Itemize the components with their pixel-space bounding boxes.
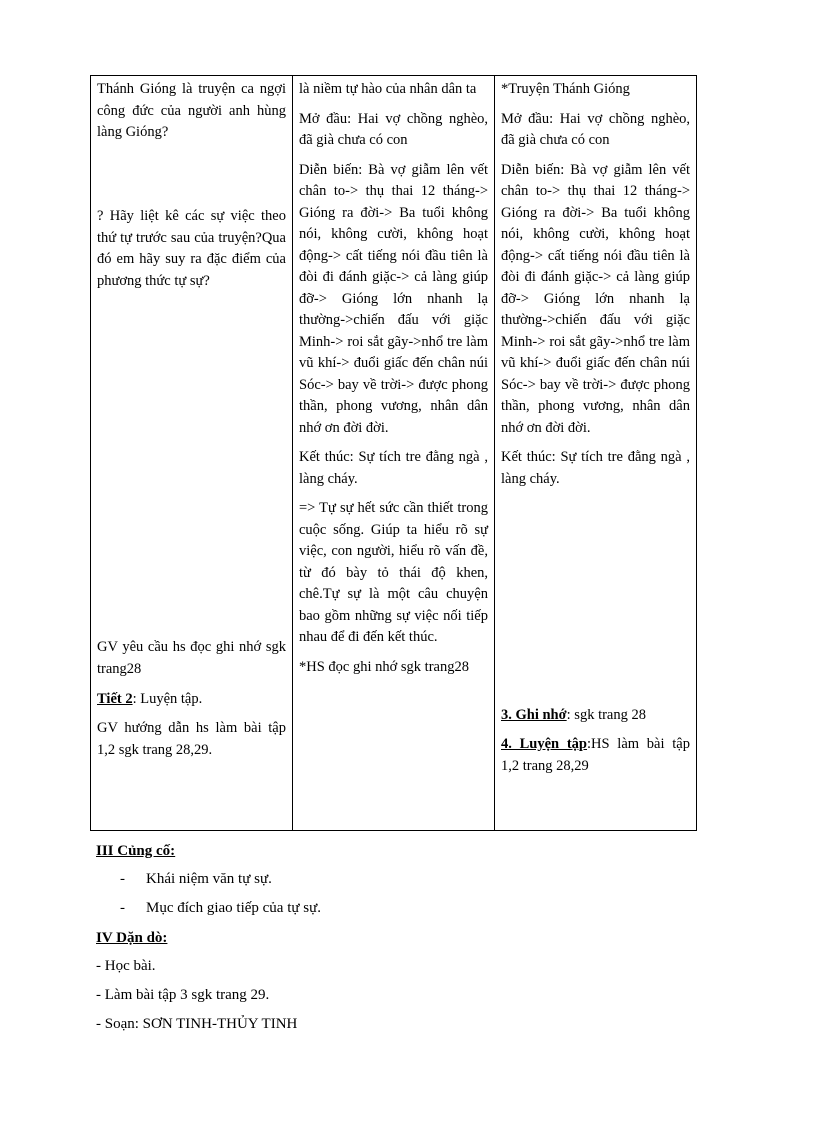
tiet-2 <box>97 689 286 711</box>
dan-do-item-2: - Làm bài tập 3 sgk trang 29. <box>96 987 270 1003</box>
luyen-tap-label: 4. Luyện tập <box>501 736 587 752</box>
cung-co-heading: III Củng cố: <box>96 843 176 859</box>
ghi-nho <box>501 705 690 727</box>
ghi-nho-label: 3. Ghi nhớ <box>501 707 567 723</box>
bullet-dash: - <box>120 900 125 916</box>
col3-dien-bien: Diễn biến: Bà vợ giẫm lên vết chân to-> thụ thai 12 tháng-> Gióng ra đời-> Ba tuổi không nói, không cười, không hoạt động-> cất tiếng nói đầu tiên là đòi đi đánh giặc-> cả làng giúp đỡ-> Gióng lớn nhanh lạ thường->chiến đấu với giặc Minh-> roi sắt gãy->nhổ tre làm vũ khí-> đuổi giấc đến chân núi Sóc-> bay về trời-> được phong thần, phong vương, nhân dân nhớ ơn đời đời. <box>501 161 690 436</box>
luyen-tap-text: :HS làm bài tập 1,2 trang 28,29 <box>501 736 690 774</box>
table-row <box>91 76 697 831</box>
col3-ket-thuc: Kết thúc: Sự tích tre đằng ngà , làng cháy. <box>501 449 690 487</box>
col2-ket-thuc: Kết thúc: Sự tích tre đằng ngà , làng cháy. <box>299 449 488 487</box>
col2-tu-su: => Tự sự hết sức cần thiết trong cuộc sống. Giúp ta hiểu rõ sự việc, con người, hiểu rõ vấn đề, từ đó bày tỏ thái độ khen, chê.Tự sự là một câu chuyện bao gồm những sự việc nối tiếp nhau để đi đến kết thúc. <box>299 500 488 645</box>
col2-hs-doc: *HS đọc ghi nhớ sgk trang28 <box>299 658 469 675</box>
luyen-tap <box>501 734 690 777</box>
question-1: Thánh Gióng là truyện ca ngợi công đức của người anh hùng làng Gióng? <box>97 81 286 140</box>
student-column <box>293 76 495 831</box>
content-column <box>495 76 697 831</box>
cung-co-item-2: Mục đích giao tiếp của tự sự. <box>146 900 321 916</box>
dan-do-heading: IV Dặn dò: <box>96 930 168 946</box>
gv-huong-dan: GV hướng dẫn hs làm bài tập 1,2 sgk trang 28,29. <box>97 720 286 758</box>
gv-ghi-nho: GV yêu cầu hs đọc ghi nhớ sgk trang28 <box>97 639 286 677</box>
col3-title: *Truyện Thánh Gióng <box>501 81 630 97</box>
cung-co-item-1: Khái niệm văn tự sự. <box>146 871 272 887</box>
teacher-column <box>91 76 293 831</box>
tiet-2-text: : Luyện tập. <box>132 691 203 707</box>
question-2: ? Hãy liệt kê các sự việc theo thứ tự trước sau của truyện?Qua đó em hãy suy ra đặc điểm của phương thức tự sự? <box>97 208 286 289</box>
col2-paragraph-1: là niềm tự hào của nhân dân ta <box>299 81 477 97</box>
bullet-dash: - <box>120 871 125 887</box>
dan-do-item-3: - Soạn: SƠN TINH-THỦY TINH <box>96 1016 298 1032</box>
col3-mo-dau: Mở đầu: Hai vợ chồng nghèo, đã già chưa có con <box>501 110 690 148</box>
col2-dien-bien: Diễn biến: Bà vợ giẫm lên vết chân to-> thụ thai 12 tháng-> Gióng ra đời-> Ba tuổi không nói, không cười, không hoạt động-> cất tiếng nói đầu tiên là đòi đi đánh giặc-> cả làng giúp đỡ-> Gióng lớn nhanh lạ thường->chiến đấu với giặc Minh-> roi sắt gãy->nhổ tre làm vũ khí-> đuổi giấc đến chân núi Sóc-> bay về trời-> được phong thần, phong vương, nhân dân nhớ ơn đời đời. <box>299 161 488 436</box>
ghi-nho-text: : sgk trang 28 <box>566 707 646 723</box>
dan-do-item-1: - Học bài. <box>96 958 156 974</box>
lesson-table <box>90 75 697 831</box>
col2-mo-dau: Mở đầu: Hai vợ chồng nghèo, đã già chưa có con <box>299 110 488 148</box>
tiet-2-label: Tiết 2 <box>97 691 133 707</box>
